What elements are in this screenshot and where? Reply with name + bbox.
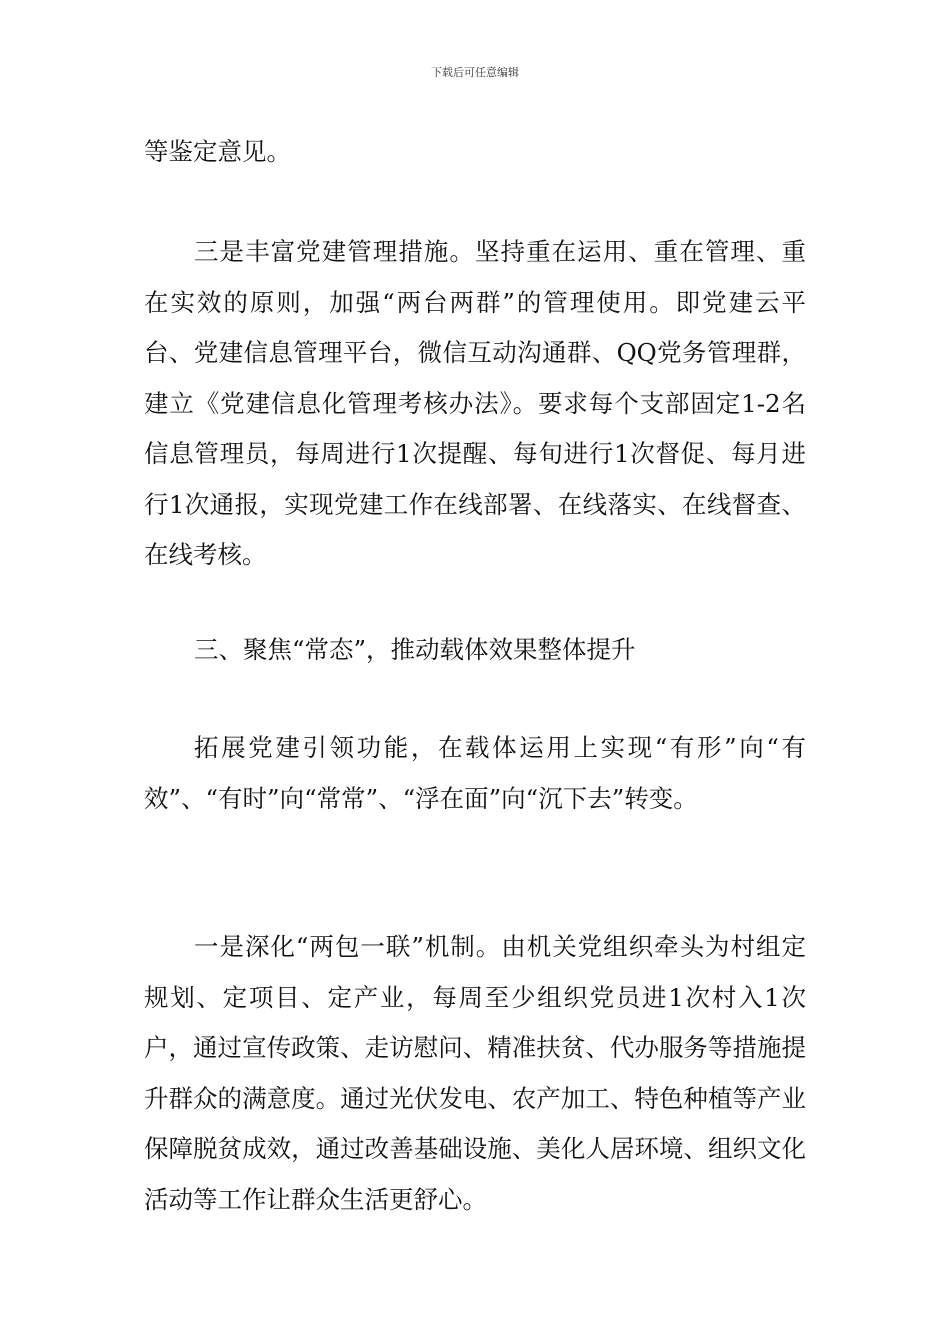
page-header-note: 下载后可任意编辑 (431, 66, 519, 79)
paragraph-management-measures: 三是丰富党建管理措施。坚持重在运用、重在管理、重在实效的原则，加强“两台两群”的管理使用。即党建云平台、党建信息管理平台，微信互动沟通群、QQ党务管理群，建立《党建信息化管理考核办法》。要求每个支部固定1-2名信息管理员，每周进行1次提醒、每旬进行1次督促、每月进行1次通报，实现党建工作在线部署、在线落实、在线督查、在线考核。 (144, 237, 806, 569)
paragraph-party-building-function: 拓展党建引领功能，在载体运用上实现“有形”向“有效”、“有时”向“常常”、“浮在面”向“沉下去”转变。 (144, 733, 806, 813)
section-heading-three: 三、聚焦“常态”，推动载体效果整体提升 (194, 635, 636, 664)
paragraph-two-package-mechanism: 一是深化“两包一联”机制。由机关党组织牵头为村组定规划、定项目、定产业，每周至少组织党员进1次村入1次户，通过宣传政策、走访慰问、精准扶贫、代办服务等措施提升群众的满意度。通过光伏发电、农产加工、特色种植等产业保障脱贫成效，通过改善基础设施、美化人居环境、组织文化活动等工作让群众生活更舒心。 (144, 932, 806, 1214)
paragraph-continuation: 等鉴定意见。 (144, 137, 291, 166)
